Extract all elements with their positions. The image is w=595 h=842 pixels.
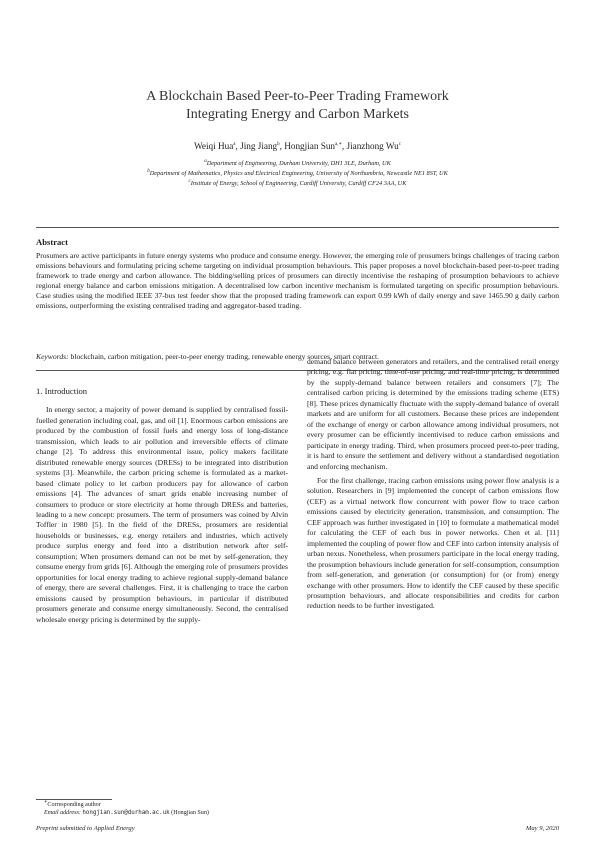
author-name: Jing Jiang xyxy=(240,141,278,151)
affiliation-text: Department of Engineering, Durham University, DH1 3LE, Durham, UK xyxy=(206,160,391,167)
right-column xyxy=(307,357,559,612)
abstract-top-rule xyxy=(36,227,559,228)
body-paragraph: In energy sector, a majority of power demand is supplied by centralised fossil-fuelled generation including coal, gas, and oil [1]. Enormous carbon emissions are produced by the combustion of fossil fuels and energy loss of long-distance transmission, which leads to air pollution and irreversible effects of climate change [2]. To address this environmental issue, policy makers facilitate distributed renewable energy sources (DRESs) to be integrated into distribution systems [3]. Meanwhile, the carbon pricing scheme is formulated as a market-based climate policy to let carbon producers pay for allowance of carbon emissions [4]. The advances of smart grids enable increasing number of consumers to produce or store electricity at home through DRESs and batteries, leading to a new concept: prosumers. The term of prosumers was coined by Alvin Toffler in 1980 [5]. In the field of the DRESs, prosumers are residential households or businesses, e.g. energy retailers and industries, which actively produce surplus energy and feed into a distribution network after self-consumption; When prosumers demand can not be met by self-generation, they consume energy from grids [6]. Although the emerging role of prosumers provides opportunities for local energy trading to achieve regional supply-demand balance of energy, there are several challenges. First, it is challenging to trace the carbon emissions caused by prosumption behaviours, in particular if distributed prosumers generate and consume energy simultaneously. Second, the centralised wholesale energy pricing is determined by the supply- xyxy=(36,405,288,624)
title-line-2: Integrating Energy and Carbon Markets xyxy=(186,107,409,122)
affiliation xyxy=(40,159,555,169)
footnote-email-label: Email address: xyxy=(44,810,81,817)
author-sup: c xyxy=(398,141,402,147)
left-column xyxy=(36,386,288,625)
affiliation-text: Department of Mathematics, Physics and Electrical Engineering, University of Northumbria, Newcastle NE1 8ST, UK xyxy=(149,170,448,177)
affiliation xyxy=(40,169,555,179)
affiliation-sup: a xyxy=(204,158,207,164)
affiliation-sup: c xyxy=(188,178,191,184)
footnote-email-line xyxy=(36,809,296,817)
affiliation xyxy=(40,179,555,189)
affiliation-text: Institute of Energy, School of Engineering, Cardiff University, Cardiff CF24 3AA, UK xyxy=(190,180,407,187)
footer-date: May 9, 2020 xyxy=(525,825,559,832)
affiliation-sup: b xyxy=(147,168,150,174)
section-heading: 1. Introduction xyxy=(36,386,88,396)
footnote-email-owner: (Hongjian Sun) xyxy=(171,810,209,817)
footer-preprint: Preprint submitted to Applied Energy xyxy=(36,825,135,832)
footnote-email-link[interactable]: hongjian.sun@durham.ac.uk xyxy=(82,810,170,817)
paper-title xyxy=(60,88,535,124)
abstract-heading: Abstract xyxy=(36,237,68,247)
author-name: Weiqi Hua xyxy=(193,141,234,151)
author-sup: a,∗ xyxy=(335,141,342,147)
body-paragraph: For the first challenge, tracing carbon emissions using power flow analysis is a solution. Researchers in [9] implemented the concept of carbon emissions flow (CEF) as a virtual network flow concurrent with power flow to trace carbon emissions caused by electricity generation, transmission, and consumption. The CEF approach was further investigated in [10] to formulate a mathematical model for calculating the CEF of each bus in power networks. Chen et al. [11] implemented the coupling of power flow and CEF into carbon intensity analysis of urban nexus. Nonetheless, when prosumers participate in the local energy trading, the prosumption behaviours include generation for self-consumption, consumption from self-generation, and generation (or consumption) for (or from) energy exchange with other prosumers. How to identify the CEF caused by these specific prosumption behaviours, and allocate responsibilities and credits for carbon reduction needs to be further investigated. xyxy=(307,475,559,611)
footnote-corresponding: ∗Corresponding author xyxy=(44,799,101,808)
footnote-corresponding-text: Corresponding author xyxy=(47,802,101,808)
keywords-label: Keywords: xyxy=(36,352,69,361)
author-name: Jianzhong Wu xyxy=(346,141,399,151)
author-sup: b xyxy=(277,141,280,147)
author-list: Weiqi Hua$^a$, Jing Jiang$^b$, Hongjian Sun$^{a,∗}$, Jianzhong Wu$^c$ xyxy=(193,141,402,151)
body-paragraph: demand balance between generators and retailers, and the centralised retail energy pricing, e.g. flat pricing, time-of-use pricing, and real-time pricing, is determined by the supply-demand balance between retailers and consumers [7]; The centralised carbon pricing is determined by the emissions trading scheme (ETS) [8]. These prices dynamically fluctuate with the supply-demand balance of overall markets and are uniform for all customers. Because these prices are independent of the exchange of energy or carbon allowance among individual prosumers, not every prosumer can be efficiently incentivised to reduce carbon emissions and participate in energy trading. Third, when prosumers proceed peer-to-peer trading, it is hard to ensure the settlement and delivery without a standardised negotiation and enforcing mechanism. xyxy=(307,357,559,471)
author-name: Hongjian Sun xyxy=(284,141,336,151)
abstract-text: Prosumers are active participants in future energy systems who produce and consume energy. However, the emerging role of prosumers brings challenges of tracing carbon emissions behaviours and formulating pricing scheme targeting on individual prosumption behaviours. This paper proposes a novel blockchain-based peer-to-peer trading framework to trade energy and carbon allowance. The bidding/selling prices of prosumers can directly incentivise the reshaping of prosumption behaviours to achieve regional energy balance and carbon emissions mitigation. A decentralised low carbon incentive mechanism is formulated targeting on specific prosumption behaviours. Case studies using the modified IEEE 37-bus test feeder show that the proposed trading framework can export 0.99 kWh of daily energy and save 1465.90 g daily carbon emissions, outperforming the existing centralised trading and aggregator-based trading. xyxy=(36,251,559,311)
keywords-text: blockchain, carbon mitigation, peer-to-peer energy trading, renewable energy sources, smart contract. xyxy=(70,352,379,361)
author-sup: a xyxy=(233,141,236,147)
affiliation-list xyxy=(40,159,555,189)
title-line-1: A Blockchain Based Peer-to-Peer Trading Framework xyxy=(146,89,449,104)
footnote xyxy=(36,801,296,818)
